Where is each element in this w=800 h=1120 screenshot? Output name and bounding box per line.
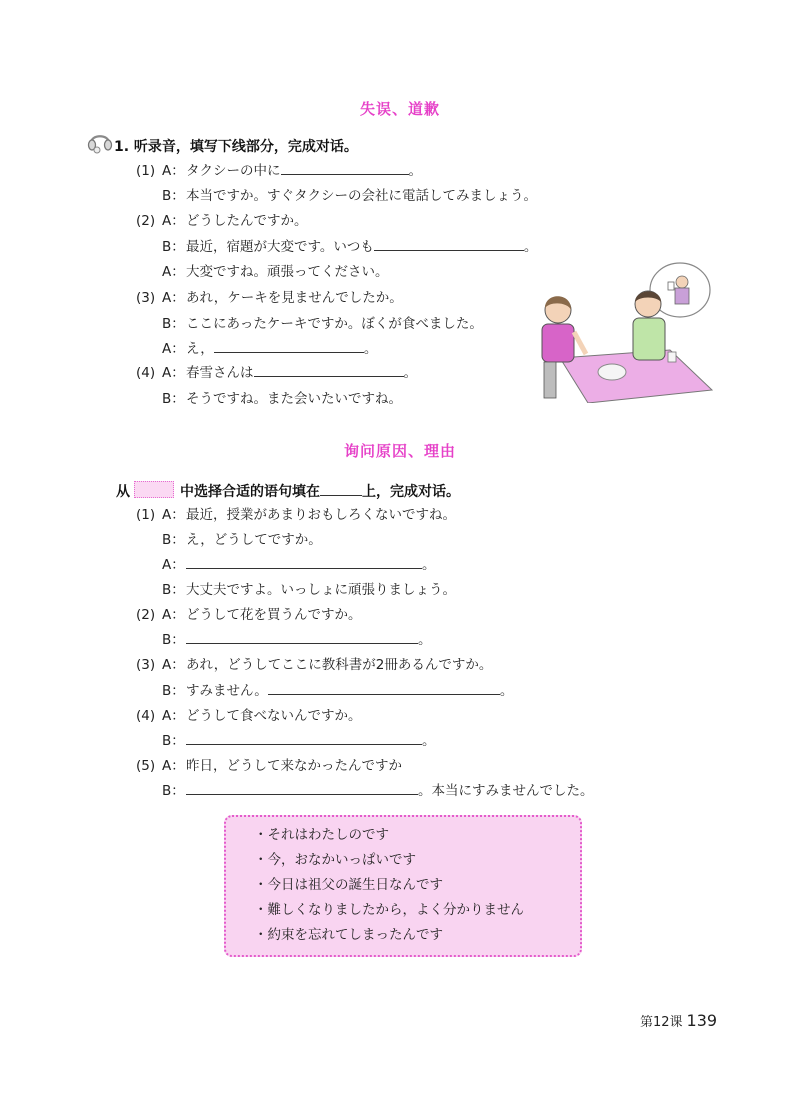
answer-blank[interactable] (268, 680, 500, 695)
dialog-line (136, 287, 403, 309)
speaker-label: B： (162, 632, 185, 648)
dialog-text: 昨日，どうして来なかったんですか (186, 758, 402, 774)
dialog-text: あれ，ケーキを見ませんでしたか。 (186, 290, 403, 306)
dialog-text: どうして花を買うんですか。 (186, 607, 362, 623)
item-number: (2) (136, 607, 156, 623)
dialog-line (162, 730, 436, 752)
dialog-line (162, 236, 537, 258)
instruction-text: 中选择合适的语句填在 (180, 484, 320, 500)
speaker-label: B： (162, 316, 185, 332)
dialog-text: 。 (403, 365, 417, 381)
blank-symbol (320, 483, 362, 496)
item-number: (4) (136, 708, 156, 724)
speaker-label: B： (162, 783, 185, 799)
dialog-line (162, 261, 389, 283)
item-number: (4) (136, 365, 156, 381)
answer-blank[interactable] (374, 236, 524, 251)
dialog-line (136, 362, 417, 384)
dialog-line (162, 338, 377, 360)
instruction-text: 上，完成对话。 (362, 484, 460, 500)
dialog-text: 本当ですか。すぐタクシーの会社に電話してみましょう。 (186, 188, 537, 204)
dialog-line (162, 313, 483, 335)
speaker-label: A： (162, 657, 185, 673)
dialog-text: あれ，どうしてここに教科書が2冊あるんですか。 (186, 657, 493, 673)
headphones-icon (86, 128, 114, 158)
item-number: (5) (136, 758, 156, 774)
item-number: (1) (136, 507, 156, 523)
dialog-text: 。 (499, 683, 514, 699)
dialog-line (162, 185, 537, 207)
speaker-label: A： (162, 557, 185, 573)
speaker-label: A： (162, 264, 185, 280)
dialog-text: ここにあったケーキですか。ぼくが食べました。 (186, 316, 483, 332)
speaker-label: B： (162, 188, 185, 204)
speaker-label: A： (162, 341, 185, 357)
dialog-text: 。 (422, 557, 436, 573)
dialog-line (136, 160, 422, 182)
dialog-text: そうですね。また会いたいですね。 (186, 391, 402, 407)
speaker-label: B： (162, 582, 185, 598)
speaker-label: B： (162, 532, 185, 548)
item-number: (3) (136, 290, 156, 306)
answer-blank[interactable] (186, 780, 418, 795)
dialog-line (162, 579, 456, 601)
option-item: ・約束を忘れてしまったんです (254, 927, 443, 943)
answer-blank[interactable] (281, 160, 409, 175)
speaker-label: A： (162, 365, 185, 381)
page-number: 139 (686, 1011, 718, 1030)
dialog-text: すみません。 (186, 683, 268, 699)
answer-blank[interactable] (186, 554, 422, 569)
exercise-instruction: 1. 听录音，填写下线部分，完成对话。 (114, 139, 358, 155)
speaker-label: B： (162, 683, 185, 699)
dialog-line (162, 680, 513, 702)
dialog-text: え， (186, 341, 214, 357)
dialog-text: 。 (422, 733, 436, 749)
students-cake-illustration (530, 258, 720, 407)
dialog-text: 。 (418, 632, 432, 648)
option-box-symbol (134, 481, 174, 498)
item-number: (2) (136, 213, 156, 229)
dialog-line (162, 629, 432, 651)
speaker-label: B： (162, 239, 185, 255)
speaker-label: A： (162, 290, 185, 306)
option-item: ・今日は祖父の誕生日なんです (254, 877, 443, 893)
exercise-instruction (116, 481, 460, 501)
lesson-label: 第12课 (640, 1015, 683, 1030)
dialog-text: 。 (363, 341, 378, 357)
dialog-text: 最近，授業があまりおもしろくないですね。 (186, 507, 456, 523)
section-title-ask-reason: 询问原因、理由 (343, 442, 456, 460)
speaker-label: A： (162, 507, 185, 523)
dialog-line (162, 780, 594, 802)
speaker-label: A： (162, 213, 185, 229)
speaker-label: A： (162, 708, 185, 724)
dialog-line (136, 654, 492, 676)
speaker-label: A： (162, 163, 185, 179)
dialog-text: 。 (523, 239, 538, 255)
answer-blank[interactable] (186, 730, 422, 745)
option-item: ・難しくなりましたから，よく分かりません (254, 902, 524, 918)
dialog-text: タクシーの中に (186, 163, 281, 179)
dialog-text: 。本当にすみませんでした。 (418, 783, 594, 799)
dialog-line (162, 529, 322, 551)
dialog-text: 大変ですね。頑張ってください。 (186, 264, 389, 280)
speaker-label: B： (162, 391, 185, 407)
answer-options-box (224, 815, 582, 957)
section-title-mistake-apology: 失误、道歉 (359, 100, 440, 118)
answer-blank[interactable] (254, 362, 404, 377)
item-number: (3) (136, 657, 156, 673)
dialog-text: え，どうしてですか。 (186, 532, 322, 548)
answer-blank[interactable] (214, 338, 364, 353)
speaker-label: B： (162, 733, 185, 749)
dialog-line (136, 755, 402, 777)
dialog-line (136, 210, 308, 232)
option-item: ・今，おなかいっぱいです (254, 852, 416, 868)
dialog-line (136, 504, 456, 526)
dialog-text: 春雪さんは (186, 365, 254, 381)
dialog-text: 最近，宿題が大変です。いつも (186, 239, 374, 255)
instruction-text: 从 (116, 484, 130, 500)
dialog-line (162, 554, 436, 576)
answer-blank[interactable] (186, 629, 418, 644)
speaker-label: A： (162, 758, 185, 774)
dialog-text: 。 (408, 163, 422, 179)
dialog-line (162, 388, 402, 410)
dialog-text: どうして食べないんですか。 (186, 708, 362, 724)
dialog-line (136, 604, 362, 626)
option-item: ・それはわたしのです (254, 827, 389, 843)
speaker-label: A： (162, 607, 185, 623)
item-number: (1) (136, 163, 156, 179)
dialog-text: 大丈夫ですよ。いっしょに頑張りましょう。 (186, 582, 456, 598)
dialog-text: どうしたんですか。 (186, 213, 308, 229)
dialog-line (136, 705, 362, 727)
page-footer (640, 1011, 717, 1030)
